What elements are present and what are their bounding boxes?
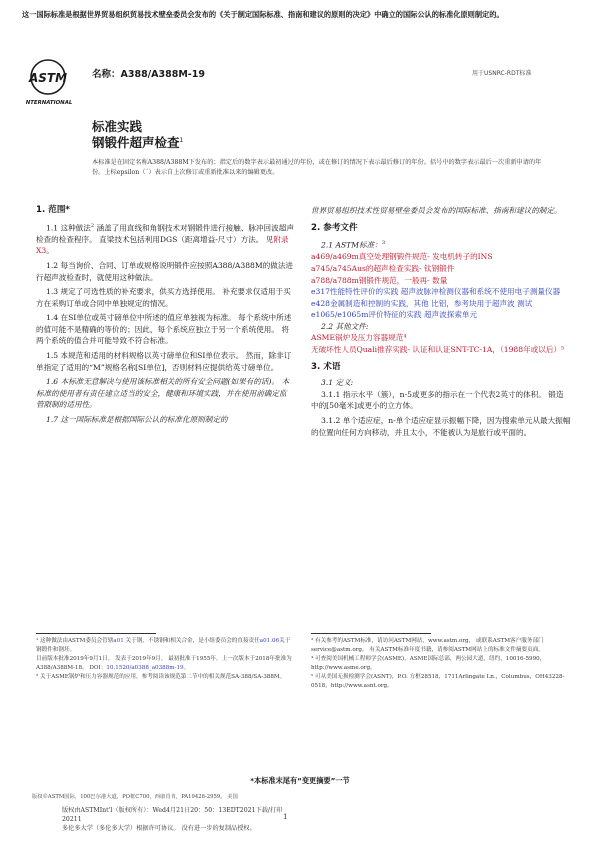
para-1-7: 1.7 这一国际标准是根据国际公认的标准化原则制定的 — [46, 415, 228, 425]
used-in-note: 用于USNRC-RDT标准 — [472, 70, 532, 77]
para-3-1-1: 3.1.1 指示水平（簇），n-5或更多的指示在一个代表2英寸的体积。 锻造中的[50毫米]或更小的立方体。 — [311, 389, 564, 411]
ref-a788[interactable]: a788/a788m钢锻件规范，一般再- 数量 — [311, 275, 448, 285]
ref-a469[interactable]: a469/a469m真空处理钢锻件规范- 发电机转子的INS — [311, 252, 493, 262]
right-footnotes — [311, 637, 571, 692]
para-1-2: 1.2 每当询价、合同、订单或规格说明锻件应按照A388/A388M的做法进行超声波检查时，就使用这种做法。 — [36, 260, 294, 282]
standard-title: 钢锻件超声检查$^1$ — [92, 135, 184, 150]
para-1-6: 1.6 本标准无意解决与使用该标准相关的所有安全问题(如果有的话)。 本标准的使用者有责任建立适当的安全，健康和环境实践，并在使用前确定监管限制的适用性。 — [36, 377, 290, 410]
right-column — [311, 205, 571, 438]
subsection-2-1: 2.1 ASTM标准：$^3$ — [321, 240, 385, 250]
committee-a01-link[interactable]: a01 — [113, 638, 124, 644]
para-3-1-2: 3.1.2 单个适应症，n-单个适应症显示振幅下降，因为搜索单元从最大振幅的位置向任何方向移动，并且太小，不能被认为是旅行或平面的。 — [311, 416, 571, 437]
designation: 名称：A388/A388M-19 — [92, 69, 205, 80]
standard-type: 标准实践 — [92, 119, 143, 134]
svg-text:INTERNATIONAL: INTERNATIONAL — [26, 100, 73, 106]
right-footnote-rule — [311, 633, 431, 634]
top-notice: 这一国际标准是根据世界贸易组织贸易技术壁垒委员会发布的《关于制定国际标准、指南和建议的原则的决定》中确立的国际公认的标准化原则制定的。 — [22, 10, 504, 19]
footnote-1-edition: 目前版本批准2019年9月1日。 发表于2019年9月。 最初批准于1955年。上一次版本于2018年批准为A388/A388M-18。 DOI：10.1520/a0388_a0388m-19。 — [36, 656, 292, 671]
section-2-heading: 2. 参考文件 — [311, 222, 358, 233]
svg-text:ASTM: ASTM — [28, 71, 68, 85]
left-footnotes — [36, 637, 294, 683]
issuance-notice: 本标准是在固定名称A388/A388M下发布的；指定后的数字表示最初通过的年份，或在修订的情况下表示最后修订的年份。括号中的数字表示最后一次重新申请的年份。上标epsilon（´）表示自上次修订或重新批准以来的编辑更改。 — [92, 159, 542, 176]
subcommittee-a0106-link[interactable]: a01.06 — [259, 638, 280, 644]
ref-a745[interactable]: a745/a745Aus的超声检查实践- 钛钢锻件 — [311, 263, 455, 273]
appendix-x3-link[interactable]: 附录X3 — [36, 234, 289, 256]
para-1-1: 1.1 这种做法$^2$ 涵盖了用直线和角钢技术对钢锻件进行接触、脉冲回波超声检查的检查程序。 直梁技术包括利用DGS（距离增益-尺寸）方法。 见附录X3。 — [36, 222, 294, 256]
para-1-4: 1.4 在SI单位或英寸磅单位中所述的值应单独视为标准。 每个系统中所述的值可能不是精确的等价的；因此，每个系统应独立于另一个系统使用。 将两个系统的值合并可能导致不符合标准。 — [36, 313, 292, 346]
license-footer: 版权由ASTMInt'l（版权所有）：Wed4月21日20：50：13EDT2021下载/打印 20211 多伦多大学（多伦多大学）根据许可协议。 没有进一步的复制品授权。 — [62, 807, 283, 832]
astm-logo — [26, 58, 74, 108]
page-number: 1 — [283, 812, 288, 821]
left-footnote-rule — [36, 633, 156, 634]
footnote-4: ⁴ 可查阅美国机械工程师学会(ASME)，ASME国际总部，两公园大道，纽约，10016-5990，http://www.asme.org。 — [311, 656, 546, 671]
summary-of-changes-note: *本标准末尾有“变更摘要”一节 — [250, 776, 350, 785]
ref-e428[interactable]: e428金属制造和控制的实践，其他 比铝，参考块用于超声波 测试 — [311, 298, 533, 308]
para-1-5: 1.5 本规范和适用的材料规格以英寸磅单位和SI单位表示。 然而，除非订单指定了适用的“M”规格名称[SI单位]，否则材料应提供给英寸磅单位。 — [36, 351, 292, 372]
doi-link[interactable]: 10.1520/a0388_a0388m-19 — [106, 664, 184, 671]
para-1-3: 1.3 规定了可选性质的补充要求，供买方选择使用。 补充要求仅适用于买方在采购订单或合同中单独规定的情况。 — [36, 287, 291, 308]
footnote-1: ¹ 这种做法由ASTM委员会管辖a01 关于钢，不锈钢和相关合金，是小组委员会的直接责任a01.06关于钢锻件和钢坯。 — [36, 638, 291, 653]
subsection-3-1: 3.1 定义: — [321, 378, 354, 388]
ref-e1065[interactable]: e1065/e1065m评价特征的实践 超声波探索单元 — [311, 310, 478, 320]
ref-asme-code[interactable]: ASME锅炉及压力容器规范⁴ — [311, 333, 407, 343]
footnote-3: ³ 有关参考的ASTM标准，请访问ASTM网站，www.astm.org， 或联系ASTM客户服务部门service@astm.org。 有关ASTM标准年度书籍，请参阅ASTM网站上的标准文件摘要页面。 — [311, 638, 544, 653]
copyright-line: 版权©ASTM国际，100巴尔港大道，PO框C700，西康肖肯，PA19428-2959。 美国 — [32, 794, 238, 800]
footnote-2: ² 关于ASME锅炉和压力容器规范的应用，参考阅读该规范第二节中的相关规范SA-388/SA-388M。 — [36, 674, 286, 681]
ref-snt-tc-1a[interactable]: 无破坏性人员Quali推荐实践- 认证和认证SNT-TC-1A，（1988年或以后）⁵ — [311, 345, 565, 355]
footnote-5: ⁵ 可从美国无损检测学会(ASNT)，P.O. 方框28518，1711Arlingate Ln.，Columbus，OH43228-0518，http://www.asnt.org。 — [311, 674, 565, 689]
section-3-heading: 3. 术语 — [311, 361, 341, 372]
subsection-2-2: 2.2 其他文件: — [321, 321, 369, 331]
left-column — [36, 205, 294, 426]
para-1-7-continued: 世界贸易组织技术性贸易壁垒委员会发布的国际标准、指南和建议的制定。 — [311, 206, 562, 215]
ref-e317[interactable]: e317性能特性评价的实践 超声波脉冲检测仪器和系统不使用电子测量仪器 — [311, 287, 561, 297]
section-1-heading: 1. 范围* — [36, 205, 70, 215]
